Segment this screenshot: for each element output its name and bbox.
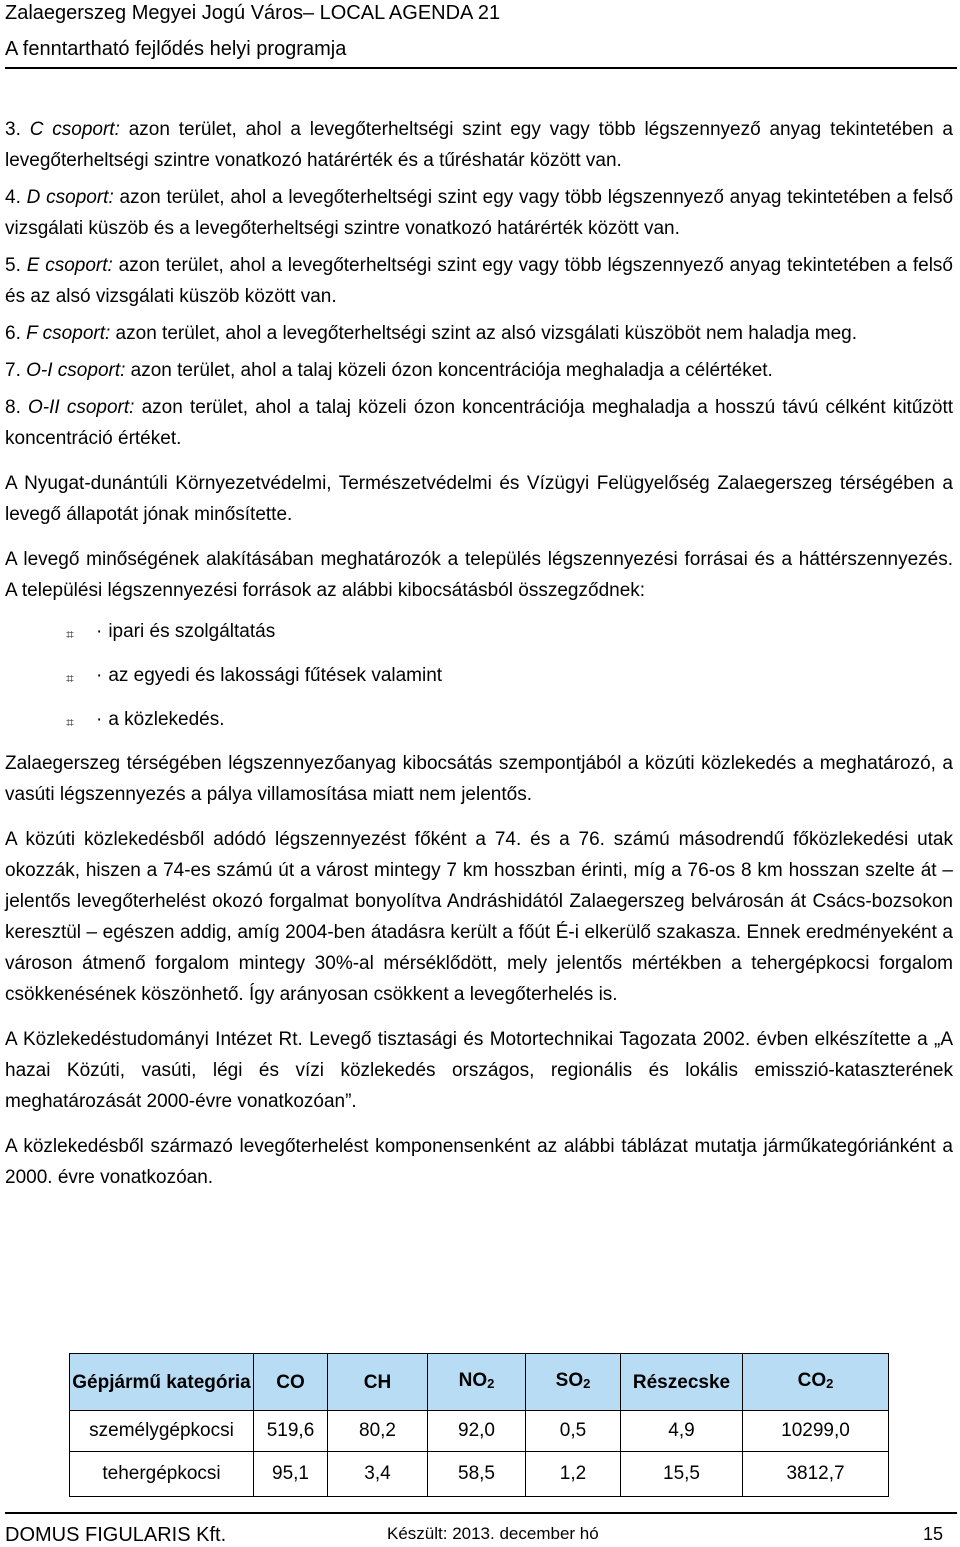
page-header <box>5 0 957 69</box>
list-item-text: ipari és szolgáltatás <box>108 621 276 642</box>
table-cell: 3812,7 <box>743 1452 889 1497</box>
table-row <box>70 1411 889 1452</box>
paragraph-institute: A Közlekedéstudományi Intézet Rt. Levegő tisztasági és Motortechnikai Tagozata 2002. évben elkészítette a „A hazai Közúti, vasúti, légi és vízi közlekedés országos, regionális és lokális emisszió-kataszterének meghatározását 2000-évre vonatkozóan”. <box>5 1029 953 1112</box>
group-number: 5. <box>5 255 21 276</box>
table-cell: személygépkocsi <box>70 1411 254 1452</box>
group-item-c <box>5 114 953 176</box>
header-co2 <box>743 1354 889 1411</box>
group-text: azon terület, ahol a levegőterheltségi szint egy vagy több légszennyező anyag tekintetében a felső és az alsó vizsgálati küszöb között van. <box>5 255 953 307</box>
list-item <box>5 660 953 704</box>
middle-dot: · <box>96 665 103 686</box>
table-cell: tehergépkocsi <box>70 1452 254 1497</box>
header-vehicle-category: Gépjármű kategória <box>70 1354 254 1411</box>
group-item-f <box>5 318 953 349</box>
table-cell: 92,0 <box>428 1411 526 1452</box>
list-item <box>5 704 953 748</box>
middle-dot: · <box>96 709 103 730</box>
page-number: 15 <box>922 1524 943 1544</box>
header-ch: CH <box>328 1354 428 1411</box>
hash-bullet-icon: ⌗ <box>66 626 74 642</box>
table-cell: 4,9 <box>621 1411 743 1452</box>
footer-company: DOMUS FIGULARIS Kft. <box>5 1524 227 1546</box>
header-so2 <box>526 1354 621 1411</box>
header-so2-sub: 2 <box>583 1376 591 1391</box>
middle-dot: · <box>96 621 103 642</box>
table-cell: 0,5 <box>526 1411 621 1452</box>
hash-bullet-icon: ⌗ <box>66 714 74 730</box>
group-number: 6. <box>5 323 21 344</box>
group-category: C csoport: <box>29 119 120 140</box>
group-text: azon terület, ahol a levegőterheltségi szint az alsó vizsgálati küszöböt nem haladja meg. <box>110 323 857 344</box>
list-item <box>5 616 953 660</box>
header-co2-text: CO <box>797 1370 827 1391</box>
table-cell: 58,5 <box>428 1452 526 1497</box>
group-number: 7. <box>5 360 21 381</box>
group-number: 3. <box>5 119 21 140</box>
header-no2-sub: 2 <box>487 1376 495 1391</box>
group-item-e <box>5 250 953 312</box>
table-header-row <box>70 1354 889 1411</box>
paragraph-roads: A közúti közlekedésből adódó légszennyezést főként a 74. és a 76. számú másodrendű főközlekedési utak okozzák, hiszen a 74-es számú út a várost mintegy 7 km hosszban érinti, míg a 76-os 8 km hosszan szelte át – jelentős levegőterhelést okozó forgalmat bonyolítva Andráshidától Zalaegerszeg belvárosán át Csács-bozsokon keresztül – egészen addig, amíg 2004-ben átadásra került a főút É-i elkerülő szakasza. Ennek eredményeként a városon átmenő forgalom mintegy 30%-al mérséklődött, mely jelentős mértékben a tehergépkocsi forgalom csökkenésének köszönhető. Így arányosan csökkent a levegőterhelés is. <box>5 829 953 1005</box>
emission-table <box>69 1353 889 1497</box>
paragraph-air-quality: A Nyugat-dunántúli Környezetvédelmi, Természetvédelmi és Vízügyi Felügyelőség Zalaegerszeg térségében a levegő állapotát jónak minősítette. <box>5 473 953 525</box>
group-text: azon terület, ahol a levegőterheltségi szint egy vagy több légszennyező anyag tekintetében a levegőterheltségi szintre vonatkozó határérték és a tűréshatár között van. <box>5 119 954 171</box>
footer-date: Készült: 2013. december hó <box>387 1524 599 1543</box>
group-category: E csoport: <box>26 255 113 276</box>
header-co2-sub: 2 <box>826 1376 834 1391</box>
paragraph-transport: Zalaegerszeg térségében légszennyezőanyag kibocsátás szempontjából a közúti közlekedés a meghatározó, a vasúti légszennyezés a pálya villamosítása miatt nem jelentős. <box>5 753 953 805</box>
table-cell: 80,2 <box>328 1411 428 1452</box>
group-category: F csoport: <box>26 323 111 344</box>
group-category: O-I csoport: <box>26 360 126 381</box>
document-body <box>5 114 953 1193</box>
table-cell: 10299,0 <box>743 1411 889 1452</box>
group-text: azon terület, ahol a talaj közeli ózon koncentrációja meghaladja a hosszú távú célként kitűzött koncentráció értéket. <box>5 397 954 449</box>
group-text: azon terület, ahol a levegőterheltségi szint egy vagy több légszennyező anyag tekintetében a felső vizsgálati küszöb és a levegőterheltségi szintre vonatkozó határérték között van. <box>5 187 954 239</box>
header-subtitle: A fenntartható fejlődés helyi programja <box>5 38 347 60</box>
group-number: 8. <box>5 397 21 418</box>
table-cell: 3,4 <box>328 1452 428 1497</box>
header-co: CO <box>254 1354 328 1411</box>
group-text: azon terület, ahol a talaj közeli ózon koncentrációja meghaladja a célértéket. <box>125 360 773 381</box>
group-category: O-II csoport: <box>28 397 135 418</box>
header-no2 <box>428 1354 526 1411</box>
group-category: D csoport: <box>26 187 114 208</box>
header-no2-text: NO <box>458 1370 488 1391</box>
list-item-text: az egyedi és lakossági fűtések valamint <box>108 665 443 686</box>
paragraph-sources: A levegő minőségének alakításában meghatározók a település légszennyezési forrásai és a háttérszennyezés. A települési légszennyezési források az alábbi kibocsátásból összegződnek: <box>5 549 953 601</box>
header-title: Zalaegerszeg Megyei Jogú Város– LOCAL AGENDA 21 <box>5 2 501 24</box>
table-cell: 15,5 <box>621 1452 743 1497</box>
hash-bullet-icon: ⌗ <box>66 670 74 686</box>
group-item-o2 <box>5 392 953 454</box>
table-row <box>70 1452 889 1497</box>
group-item-o1 <box>5 355 953 386</box>
header-so2-text: SO <box>555 1370 584 1391</box>
header-particulate: Részecske <box>621 1354 743 1411</box>
group-item-d <box>5 182 953 244</box>
list-item-text: a közlekedés. <box>108 709 225 730</box>
table-cell: 95,1 <box>254 1452 328 1497</box>
sources-list <box>5 616 953 748</box>
paragraph-table-intro: A közlekedésből származó levegőterhelést komponensenként az alábbi táblázat mutatja járműkategóriánként a 2000. évre vonatkozóan. <box>5 1136 953 1188</box>
page-footer <box>5 1512 957 1544</box>
table-cell: 519,6 <box>254 1411 328 1452</box>
table-cell: 1,2 <box>526 1452 621 1497</box>
group-number: 4. <box>5 187 21 208</box>
